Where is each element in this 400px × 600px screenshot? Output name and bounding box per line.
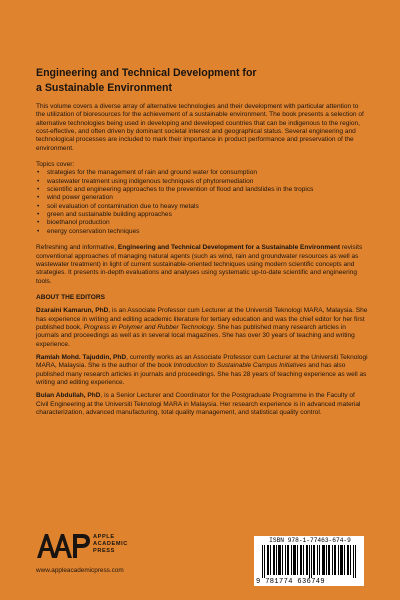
publisher-name: APPLE ACADEMIC PRESS	[93, 534, 128, 554]
bullet-icon: •	[37, 202, 40, 210]
bullet-icon: •	[37, 186, 40, 194]
editor-bio: Dzaraini Kamarun, PhD, is an Associate Professor cum Lecturer at the Universiti Teknologi MARA, Malaysia. She has experience in writing and editing academic literature for tertiary education and was the chief editor for her first published book, Progress in Polymer and Rubber Technology. She has published many research articles in journals and proceedings as well as in several local magazines. She has over 30 years of teaching and writing experience.	[36, 307, 368, 348]
intro-paragraph: This volume covers a diverse array of alternative technologies and their development with particular attention to the utilization of bioresources for the achievement of a sustainable environment. The book presents a selection of alternative technologies being used in developing and developed countries that can be indigenous to the region, cost-effective, and often driven by dominant societal interest and geographical status. Several engineering and technological processes are included to mark their importance in product performance and preservation of the environment.	[36, 103, 364, 152]
list-item: • green and sustainable building approaches	[37, 211, 172, 219]
isbn-barcode	[254, 536, 364, 586]
bullet-icon: •	[37, 219, 40, 227]
list-item: • strategies for the management of rain and ground water for consumption	[37, 169, 257, 177]
editor-bio: Ramlah Mohd. Tajuddin, PhD, currently works as an Associate Professor cum Lecturer at the Universiti Teknologi MARA, Malaysia. She is the author of the book Introduction to Sustainable Campus Initiatives and has also published many research articles in journals and proceedings. She has 28 years of teaching experience as well as writing and editing experience.	[36, 353, 368, 386]
book-title	[36, 66, 336, 96]
list-item: • soil evaluation of contamination due to heavy metals	[37, 202, 199, 210]
list-item: • scientific and engineering approaches to the prevention of flood and landslides in the tropics	[37, 186, 314, 194]
bullet-icon: •	[37, 194, 40, 202]
bullet-icon: •	[37, 227, 40, 235]
editors-heading: ABOUT THE EDITORS	[36, 293, 105, 301]
isbn-number: ISBN 978-1-77463-674-9	[269, 537, 351, 544]
book-title-line-1: Engineering and Technical Development for	[36, 67, 257, 79]
aap-logo-icon	[36, 530, 92, 560]
barcode-digits: 9 781774 636749	[256, 578, 326, 586]
bullet-icon: •	[37, 177, 40, 185]
cover-body	[36, 103, 368, 417]
list-item: • wind power generation	[37, 194, 113, 202]
book-title-line-2: a Sustainable Environment	[36, 82, 172, 94]
editor-bio: Bulan Abdullah, PhD, is a Senior Lecturer and Coordinator for the Postgraduate Programme in the Faculty of Civil Engineering at the Universiti Teknologi MARA in Malaysia. Her research experience is in advanced material characterization, advanced manufacturing, total quality management, and statistical quality control.	[36, 392, 361, 416]
publisher-website[interactable]: www.appleacademicpress.com	[36, 567, 124, 574]
list-item: • wastewater treatment using indigenous techniques of phytoremediation	[37, 177, 254, 185]
bullet-icon: •	[37, 169, 40, 177]
publisher-logo	[36, 530, 126, 560]
list-item: • energy conservation techniques	[37, 227, 140, 235]
list-item: • bioethanol production	[37, 219, 110, 227]
summary-paragraph: Refreshing and informative, Engineering and Technical Development for a Sustainable Environment revisits conventional approaches of managing natural agents (such as wind, rain and groundwater resources as well as wastewater treatment) in light of current sustainable-oriented techniques using modern scientific concepts and strategies. It presents in-depth evaluations and analyses using systematic up-to-date scientific and engineering tools.	[36, 244, 363, 285]
topics-heading: Topics cover:	[36, 161, 75, 169]
barcode-icon	[262, 545, 358, 578]
topics-list	[36, 169, 368, 236]
bullet-icon: •	[37, 211, 40, 219]
